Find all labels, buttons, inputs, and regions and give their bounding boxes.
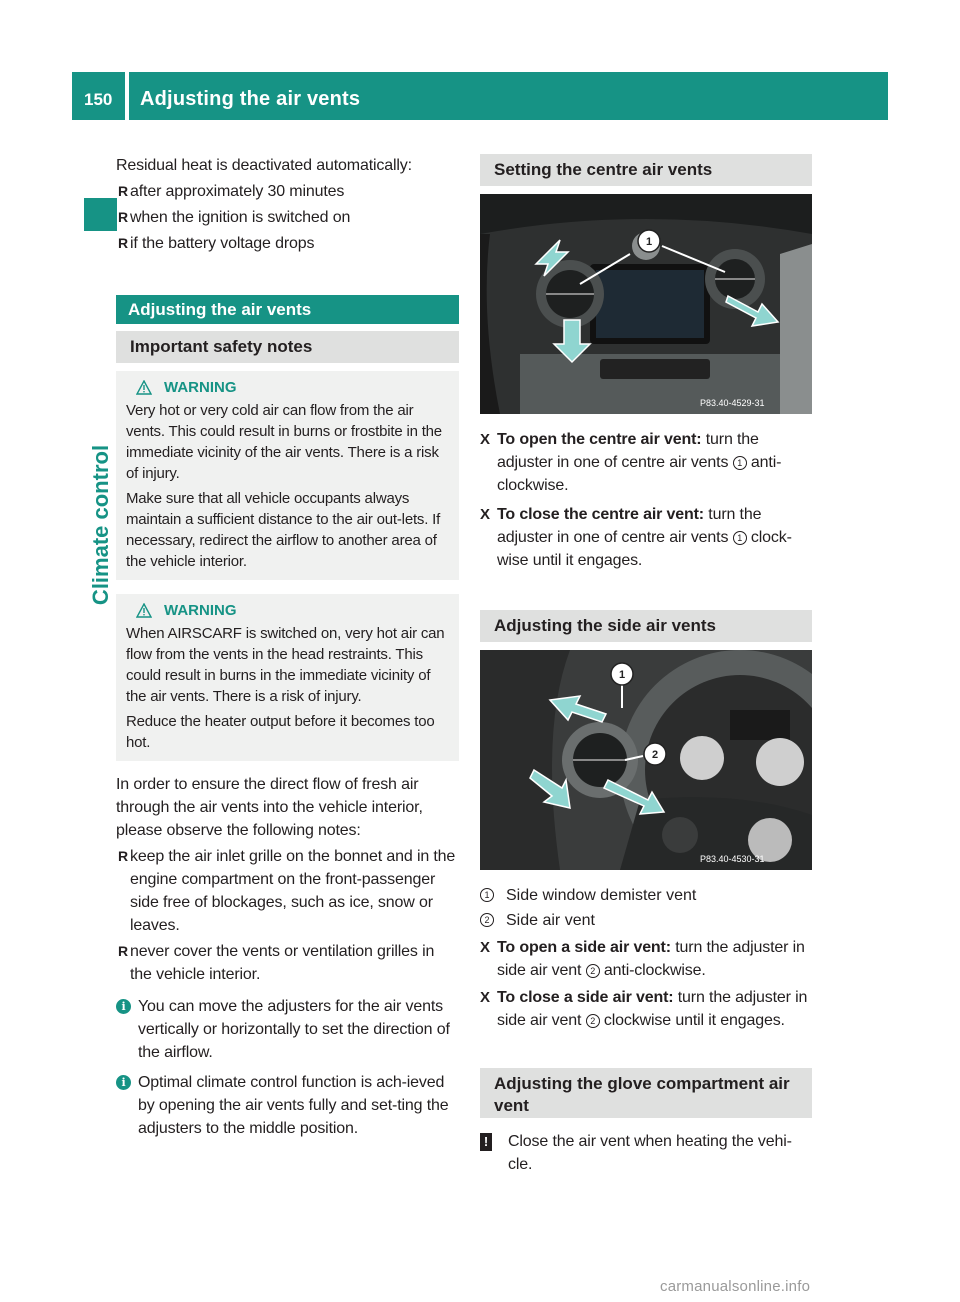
photo-code: P83.40-4530-31 [700,854,765,864]
callout-number: 1 [618,669,626,681]
subsection-heading: Adjusting the side air vents [480,610,812,642]
chapter-tab-marker [84,198,117,231]
intro-text: Residual heat is deactivated automatically: [116,157,412,174]
page-title: Adjusting the air vents [140,88,361,110]
warning-text: When AIRSCARF is switched on, very hot air can flow from the vents in the head restraints. This could result in burns in the immediate vicinity of the air vents. There is a risk of injury. [126,625,445,705]
info-note: i Optimal climate control function is ach-ieved by opening the air vents fully and set-ting the adjusters to the middle position. [116,1071,459,1140]
bullet-marker: R [118,848,128,864]
chapter-label: Climate control [88,444,113,606]
list-item: R if the battery voltage drops [116,232,459,255]
list-item: R keep the air inlet grille on the bonnet and in the engine compartment on the front-passenger side free of blockages, such as ice, snow or leaves. [116,845,459,937]
warning-title: WARNING [136,379,451,396]
subsection-heading: Setting the centre air vents [480,154,812,186]
info-icon: i [116,999,131,1014]
page-number: 150 [84,90,113,109]
list-item: R when the ignition is switched on [116,206,459,229]
header-divider [125,72,129,120]
photo-code: P83.40-4529-31 [700,398,765,408]
body-paragraph: In order to ensure the direct flow of fresh air through the air vents into the vehicle interior, please observe the following notes: [116,776,423,839]
centre-air-vents-photo [480,194,812,414]
warning-box [116,594,459,761]
info-icon: i [116,1075,131,1090]
action-step: X To open a side air vent: turn the adjuster in side air vent 2 anti-clockwise. [480,936,812,982]
right-column [480,150,812,1176]
callout-number: 1 [733,456,747,470]
action-step: X To open the centre air vent: turn the adjuster in one of centre air vents 1 anti-clockwise. [480,428,812,497]
warning-title: WARNING [136,602,451,619]
action-step: X To close a side air vent: turn the adjuster in side air vent 2 clockwise until it engages. [480,986,812,1032]
legend-item: 2 Side air vent [480,909,812,932]
callout-number: 2 [480,913,494,927]
warning-text: Very hot or very cold air can flow from the air vents. This could result in burns or frostbite in the immediate vicinity of the air vents. There is a risk of injury. [126,402,442,482]
action-marker: X [480,989,490,1006]
legend-item: 1 Side window demister vent [480,884,812,907]
watermark: carmanualsonline.info [660,1278,811,1295]
callout-number: 1 [733,531,747,545]
list-item: R after approximately 30 minutes [116,180,459,203]
list-item: R never cover the vents or ventilation grilles in the vehicle interior. [116,940,459,986]
callout-number: 2 [651,749,659,761]
side-air-vents-photo [480,650,812,870]
callout-number: 1 [480,888,494,902]
action-marker: X [480,431,490,448]
action-marker: X [480,506,490,523]
warning-text: Make sure that all vehicle occupants always maintain a sufficient distance to the air out-lets. If necessary, redirect the airflow to another area of the vehicle interior. [126,490,441,570]
warning-box [116,371,459,580]
bullet-marker: R [118,235,128,251]
info-note: i You can move the adjusters for the air vents vertically or horizontally to set the direction of the airflow. [116,995,459,1064]
left-column [116,150,459,1140]
side-vents-illustration [480,650,812,870]
subsection-heading: Adjusting the glove compartment air vent [480,1068,812,1118]
warning-triangle-icon [136,603,152,618]
callout-number: 2 [586,1014,600,1028]
centre-vents-illustration [480,194,812,414]
bullet-marker: R [118,183,128,199]
bullet-marker: R [118,209,128,225]
caution-note: ! Close the air vent when heating the vehi-cle. [480,1130,812,1176]
exclamation-icon: ! [480,1133,492,1151]
action-marker: X [480,939,490,956]
bullet-marker: R [118,943,128,959]
warning-text: Reduce the heater output before it becomes too hot. [126,713,435,751]
subsection-heading: Important safety notes [116,331,459,363]
callout-number: 2 [586,964,600,978]
action-step: X To close the centre air vent: turn the adjuster in one of centre air vents 1 clock-wise until it engages. [480,503,812,572]
section-heading: Adjusting the air vents [116,295,459,324]
warning-triangle-icon [136,380,152,395]
callout-number: 1 [645,236,653,248]
